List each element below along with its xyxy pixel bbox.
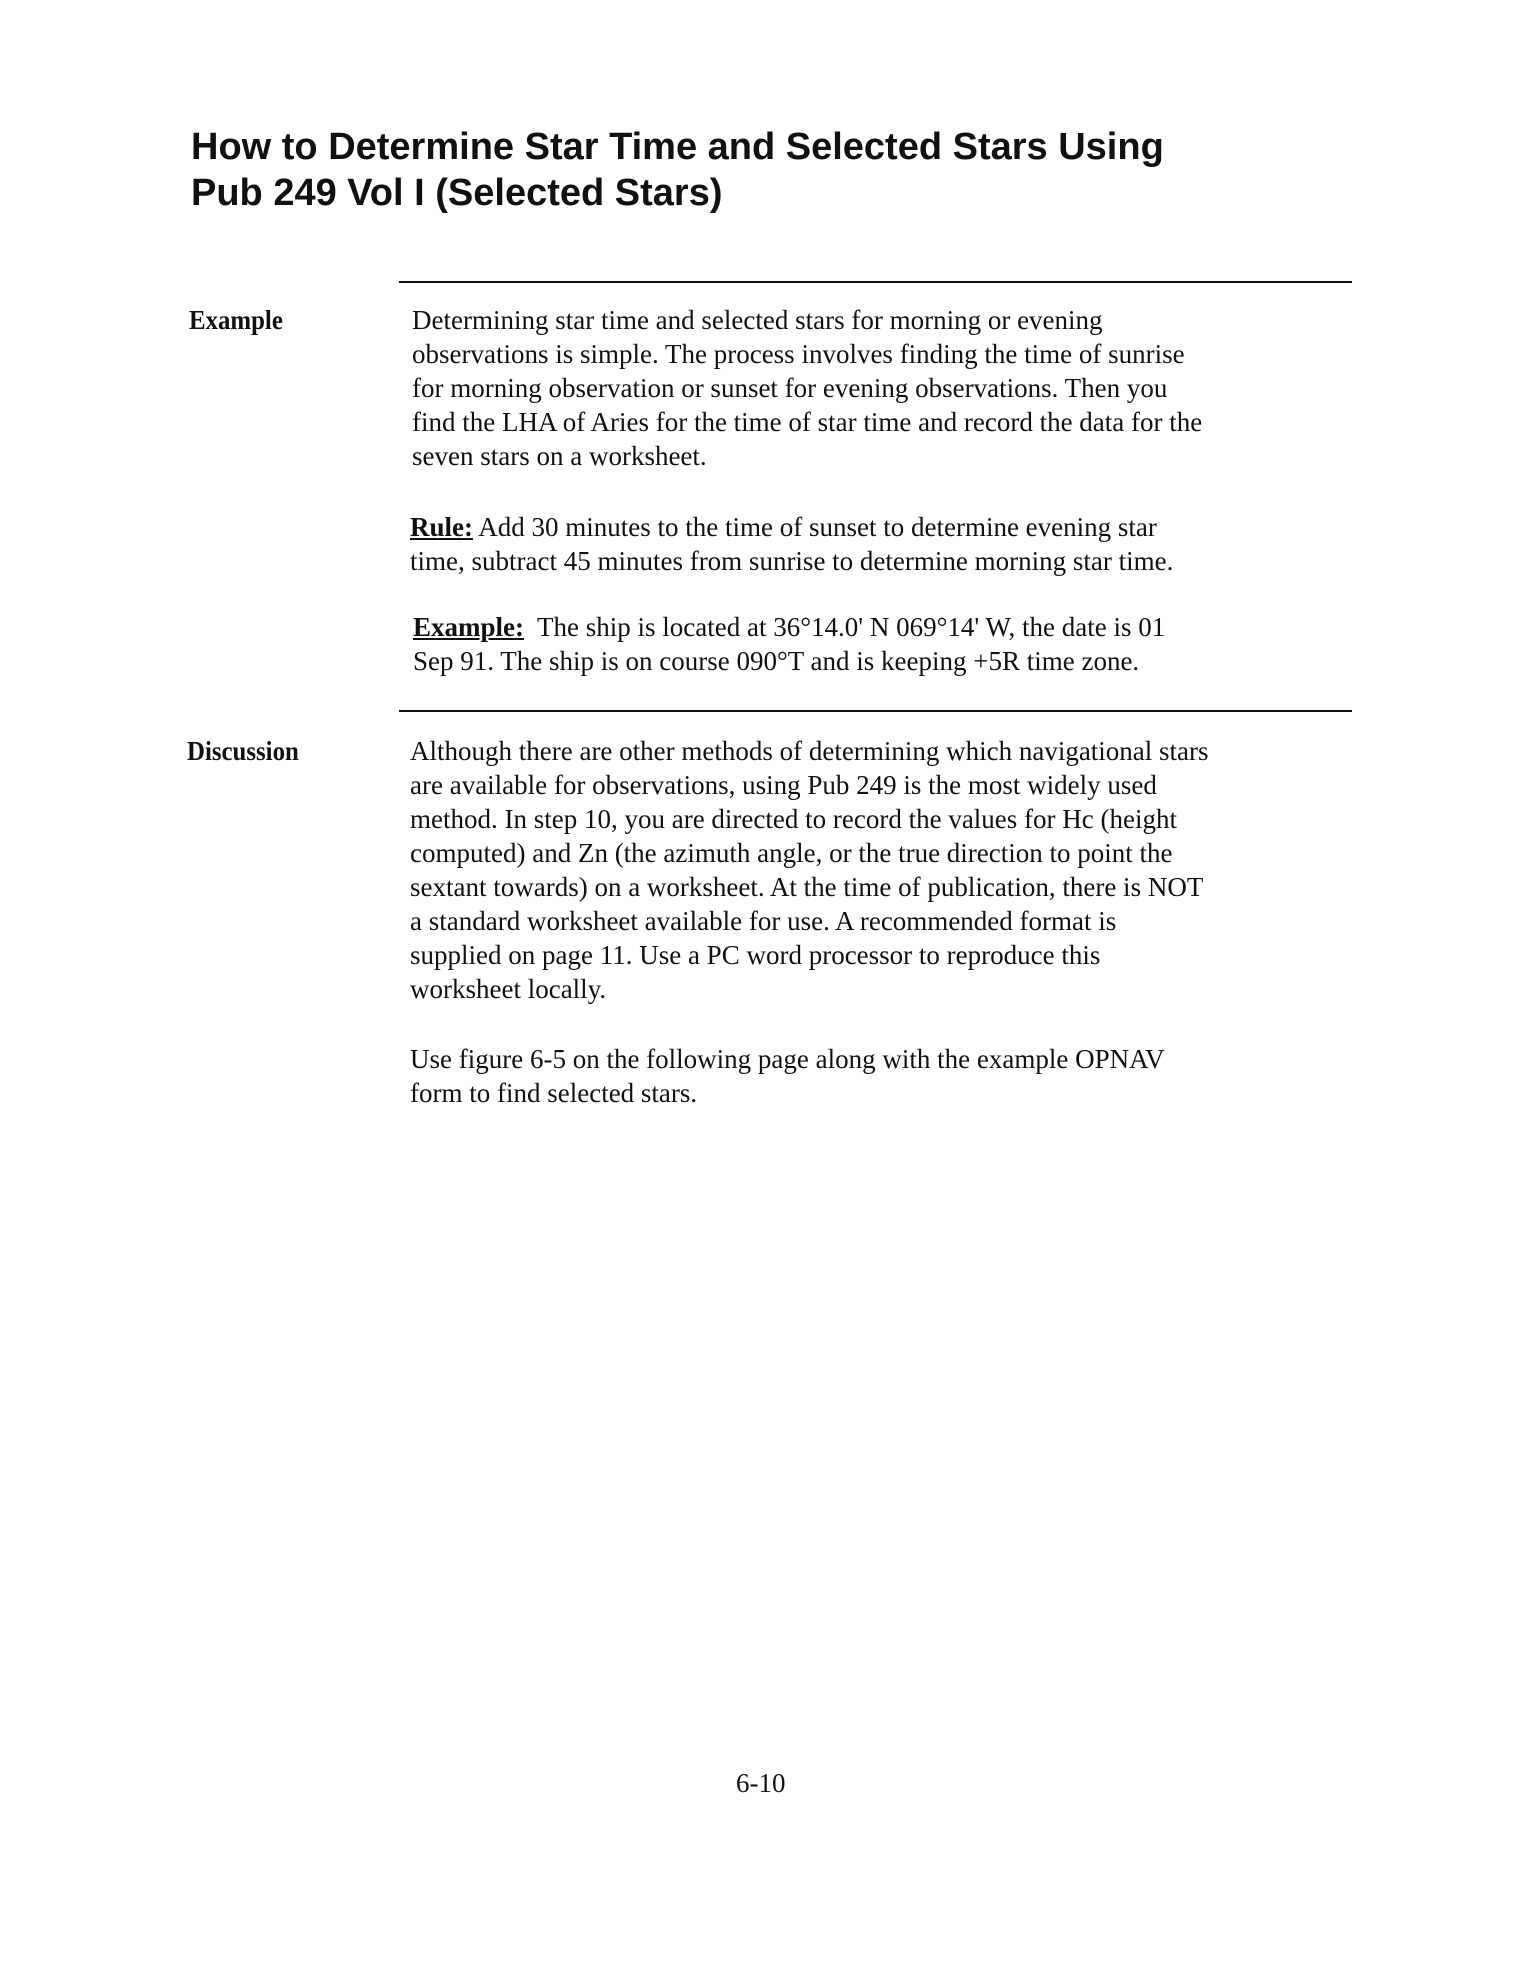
- page-title: [191, 124, 1164, 216]
- text-line: seven stars on a worksheet.: [412, 441, 707, 471]
- section-divider: [399, 281, 1352, 283]
- text-line: find the LHA of Aries for the time of star time and record the data for the: [412, 407, 1203, 437]
- text-line: observations is simple. The process involves finding the time of sunrise: [412, 339, 1185, 369]
- example-label: Example:: [413, 612, 524, 642]
- text-line: Determining star time and selected stars for morning or evening: [412, 305, 1103, 335]
- text-line: a standard worksheet available for use. A recommended format is: [410, 906, 1117, 936]
- section-divider: [399, 710, 1352, 712]
- discussion-paragraph: [410, 734, 1209, 1006]
- discussion-followup-paragraph: [410, 1042, 1165, 1110]
- text-line: Use figure 6-5 on the following page along with the example OPNAV: [410, 1044, 1165, 1074]
- rule-label: Rule:: [410, 512, 473, 542]
- text-line: Although there are other methods of determining which navigational stars: [410, 736, 1209, 766]
- example-intro-paragraph: [412, 303, 1202, 473]
- text-line: for morning observation or sunset for evening observations. Then you: [412, 373, 1168, 403]
- text-line: The ship is located at 36°14.0' N 069°14' W, the date is 01: [537, 612, 1166, 642]
- title-line-2: Pub 249 Vol I (Selected Stars): [191, 172, 723, 214]
- rule-paragraph: [410, 510, 1173, 578]
- text-line: method. In step 10, you are directed to record the values for Hc (height: [410, 804, 1177, 834]
- text-line: Add 30 minutes to the time of sunset to determine evening star: [478, 512, 1157, 542]
- example-paragraph: [413, 610, 1165, 678]
- text-line: are available for observations, using Pub 249 is the most widely used: [410, 770, 1157, 800]
- text-line: sextant towards) on a worksheet. At the time of publication, there is NOT: [410, 872, 1204, 902]
- page-number: 6-10: [736, 1768, 786, 1798]
- text-line: form to find selected stars.: [410, 1078, 698, 1108]
- text-line: time, subtract 45 minutes from sunrise to determine morning star time.: [410, 546, 1174, 576]
- title-line-1: How to Determine Star Time and Selected Stars Using: [191, 126, 1164, 168]
- text-line: Sep 91. The ship is on course 090°T and is keeping +5R time zone.: [413, 646, 1140, 676]
- text-line: worksheet locally.: [410, 974, 607, 1004]
- example-section-label: Example: [189, 305, 283, 335]
- discussion-section-label: Discussion: [187, 736, 299, 766]
- text-line: computed) and Zn (the azimuth angle, or the true direction to point the: [410, 838, 1173, 868]
- text-line: supplied on page 11. Use a PC word processor to reproduce this: [410, 940, 1101, 970]
